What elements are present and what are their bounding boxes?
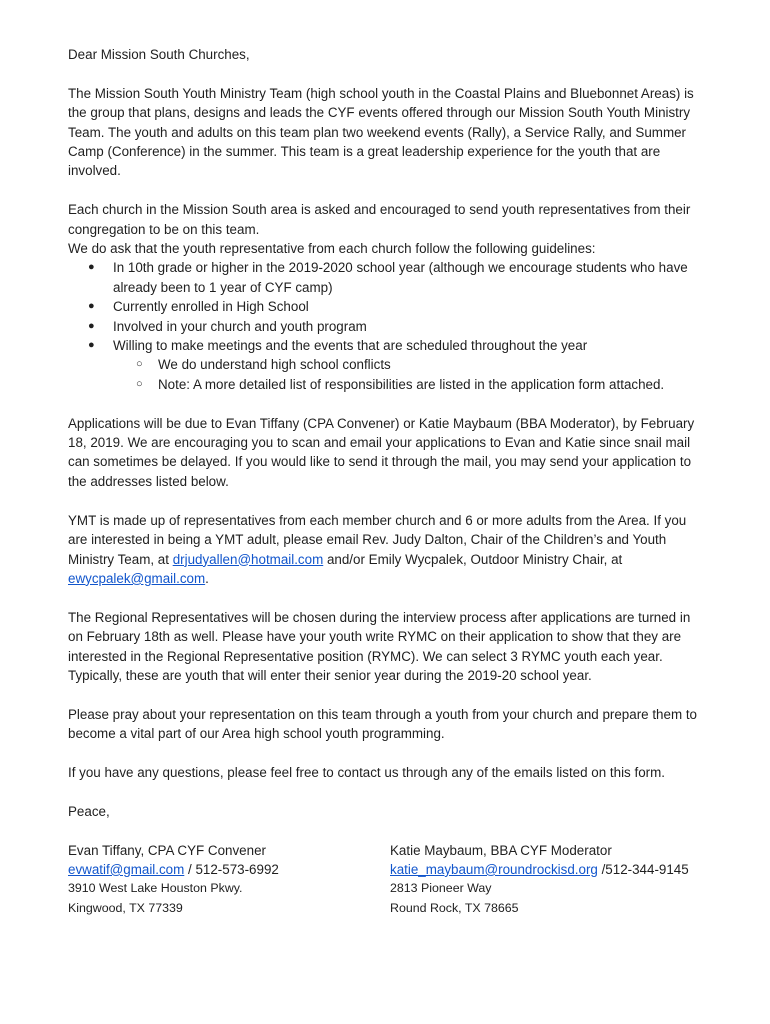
signer-address-line1: 2813 Pioneer Way	[390, 881, 492, 896]
ymt-paragraph	[68, 511, 708, 589]
guideline-item: ● In 10th grade or higher in the 2019-2020 school year (although we encourage students who have already been to 1 year of CYF camp)	[113, 258, 708, 297]
signer-address-line1: 3910 West Lake Houston Pkwy.	[68, 881, 243, 896]
questions-paragraph: If you have any questions, please feel free to contact us through any of the emails listed on this form.	[68, 764, 665, 780]
sub-guidelines-list	[113, 355, 708, 394]
guideline-item: ● Involved in your church and youth program	[113, 317, 708, 336]
signer-phone: /512-344-9145	[597, 861, 689, 877]
request-paragraph: Each church in the Mission South area is asked and encouraged to send youth representatives from their congregation to be on this team.	[68, 202, 691, 237]
ymt-text-3: .	[205, 570, 209, 586]
intro-paragraph: The Mission South Youth Ministry Team (high school youth in the Coastal Plains and Bluebonnet Areas) is the group that plans, designs and leads the CYF events offered through our Mission South Youth Ministry Team. The youth and adults on this team plan two weekend events (Rally), a Service Rally, and Summer Camp (Conference) in the summer. This team is a great leadership experience for the youth that are involved.	[68, 85, 694, 179]
letter-page	[68, 45, 708, 918]
ymt-text-1: YMT is made up of representatives from each member church and 6 or more adults from the Area. If you are interested in being a YMT adult, please email Rev. Judy Dalton, Chair of the Children’s and Youth Ministry Team, at	[68, 512, 687, 567]
judy-email-link[interactable]: drjudyallen@hotmail.com	[172, 551, 324, 567]
emily-email-link[interactable]: ewycpalek@gmail.com	[68, 570, 206, 586]
sub-guideline-item: ○ We do understand high school conflicts	[158, 355, 708, 374]
prayer-paragraph: Please pray about your representation on this team through a youth from your church and prepare them to become a vital part of our Area high school youth programming.	[68, 706, 697, 742]
signature-right	[390, 841, 708, 919]
signature-left	[68, 841, 390, 919]
ymt-text-2: and/or Emily Wycpalek, Outdoor Ministry Chair, at	[323, 551, 623, 567]
closing: Peace,	[68, 803, 110, 819]
applications-paragraph: Applications will be due to Evan Tiffany (CPA Convener) or Katie Maybaum (BBA Moderator), by February 18, 2019. We are encouraging you to scan and email your applications to Evan and Katie since snail mail can sometimes be delayed. If you would like to send it through the mail, you may send your application to the addresses listed below.	[68, 415, 695, 489]
signer-contact	[390, 860, 708, 879]
signer-phone: / 512-573-6992	[184, 861, 279, 877]
signer-contact	[68, 860, 390, 879]
guidelines-list	[68, 258, 708, 394]
evan-email-link[interactable]: evwatif@gmail.com	[68, 861, 185, 877]
regional-reps-paragraph: The Regional Representatives will be chosen during the interview process after applications are turned in on February 18th as well. Please have your youth write RYMC on their application to show that they are interested in the Regional Representative position (RYMC). We can select 3 RYMC youth each year. Typically, these are youth that will enter their senior year during the 2019-20 school year.	[68, 609, 691, 683]
guideline-item	[113, 336, 708, 394]
signer-name: Katie Maybaum, BBA CYF Moderator	[390, 842, 612, 858]
sub-guideline-item: ○ Note: A more detailed list of responsibilities are listed in the application form attached.	[158, 375, 708, 394]
salutation: Dear Mission South Churches,	[68, 47, 250, 62]
signer-address-line2: Kingwood, TX 77339	[68, 900, 183, 915]
katie-email-link[interactable]: katie_maybaum@roundrockisd.org	[390, 861, 598, 877]
signature-block	[68, 841, 708, 919]
signer-address-line2: Round Rock, TX 78665	[390, 900, 519, 915]
signer-name: Evan Tiffany, CPA CYF Convener	[68, 842, 266, 858]
guideline-item: ● Currently enrolled in High School	[113, 297, 708, 316]
guideline-item-text: Willing to make meetings and the events that are scheduled throughout the year	[113, 338, 588, 354]
guidelines-intro: We do ask that the youth representative from each church follow the following guidelines:	[68, 241, 596, 257]
